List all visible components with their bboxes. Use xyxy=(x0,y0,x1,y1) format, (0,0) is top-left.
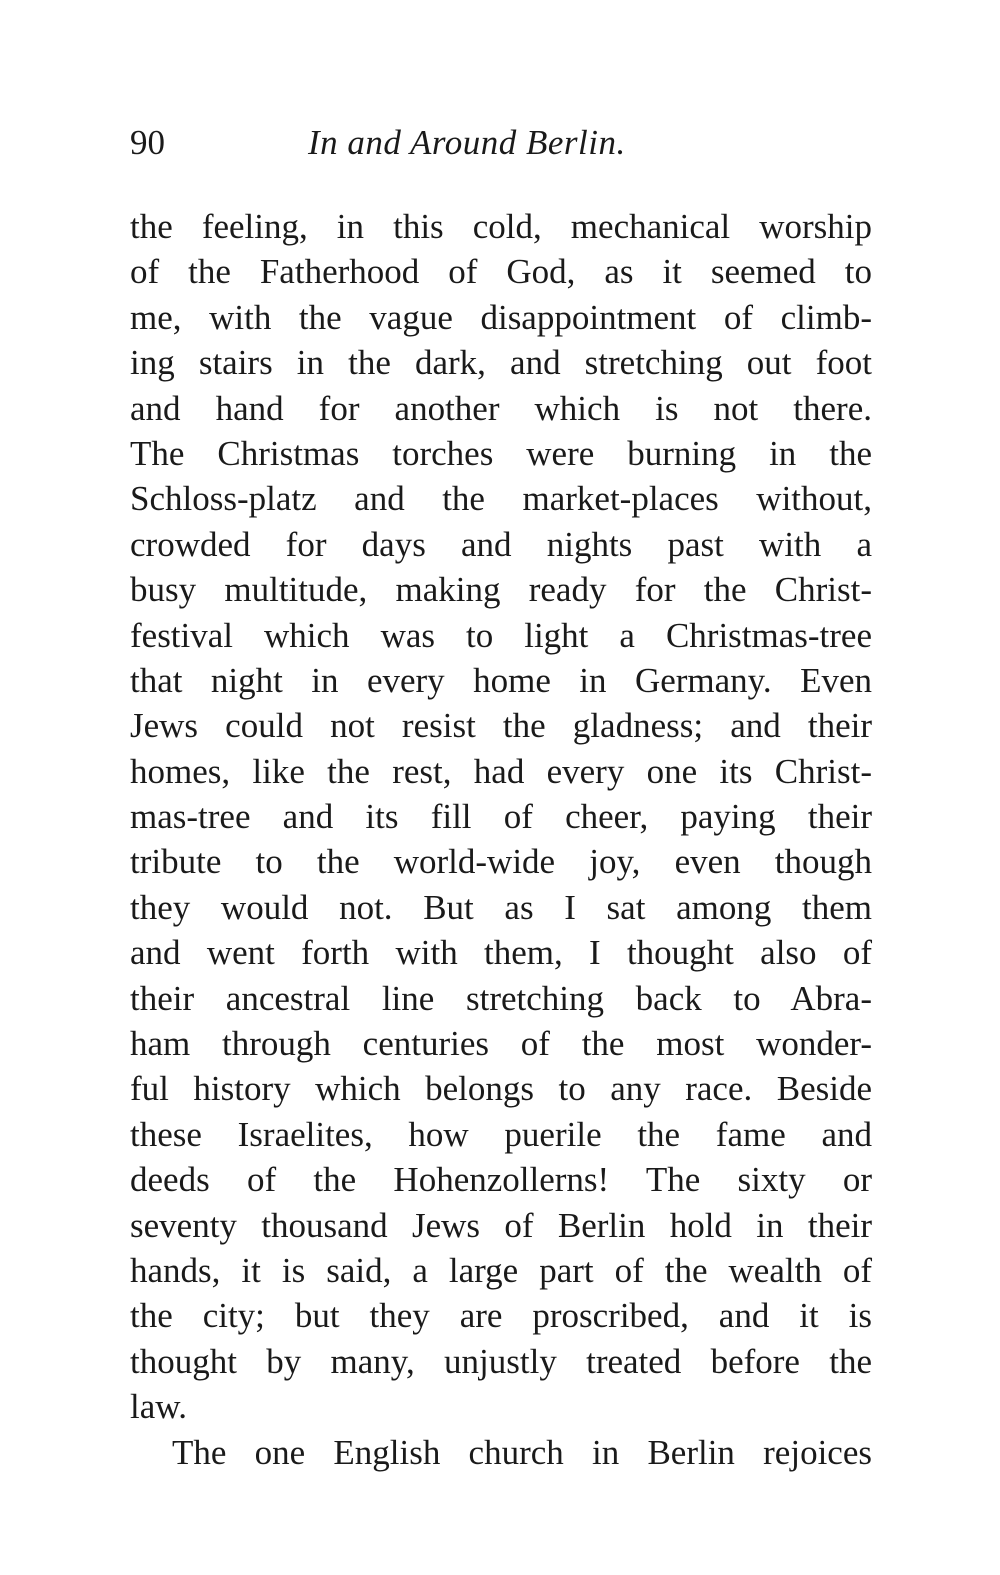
text-line: that night in every home in Germany. Even xyxy=(130,660,872,700)
text-line: The Christmas torches were burning in the xyxy=(130,433,872,473)
text-line: thought by many, unjustly treated before the xyxy=(130,1341,872,1381)
text-line: seventy thousand Jews of Berlin hold in their xyxy=(130,1205,872,1245)
text-line: ful history which belongs to any race. Beside xyxy=(130,1069,872,1109)
text-line: Jews could not resist the gladness; and their xyxy=(130,706,872,746)
body-text xyxy=(130,204,872,1475)
text-line: and hand for another which is not there. xyxy=(130,388,872,428)
text-line: homes, like the rest, had every one its Christ- xyxy=(130,751,872,791)
book-title: In and Around Berlin. xyxy=(308,123,626,162)
text-line: these Israelites, how puerile the fame and xyxy=(130,1114,872,1154)
text-line: their ancestral line stretching back to Abra- xyxy=(130,978,872,1018)
text-line: the city; but they are proscribed, and it is xyxy=(130,1296,872,1336)
paragraph-start-line: The one English church in Berlin rejoices xyxy=(172,1432,872,1472)
text-line: and went forth with them, I thought also of xyxy=(130,933,872,973)
page-number: 90 xyxy=(130,123,165,162)
text-line: Schloss-platz and the market-places without, xyxy=(130,479,872,519)
text-line: they would not. But as I sat among them xyxy=(130,887,872,927)
text-line: law. xyxy=(130,1387,188,1427)
text-line: busy multitude, making ready for the Christ- xyxy=(130,570,872,610)
text-line: crowded for days and nights past with a xyxy=(130,524,872,564)
text-line: ham through centuries of the most wonder- xyxy=(130,1024,872,1064)
running-head xyxy=(130,118,870,168)
text-line: hands, it is said, a large part of the wealth of xyxy=(130,1250,872,1290)
text-line: deeds of the Hohenzollerns! The sixty or xyxy=(130,1160,872,1200)
text-line: of the Fatherhood of God, as it seemed to xyxy=(130,252,872,292)
text-line: mas-tree and its fill of cheer, paying their xyxy=(130,797,872,837)
text-line: the feeling, in this cold, mechanical worship xyxy=(130,207,872,246)
text-line: me, with the vague disappointment of climb- xyxy=(130,297,872,337)
text-line: festival which was to light a Christmas-tree xyxy=(130,615,872,655)
text-line: ing stairs in the dark, and stretching out foot xyxy=(130,343,872,383)
text-line: tribute to the world-wide joy, even though xyxy=(130,842,872,882)
